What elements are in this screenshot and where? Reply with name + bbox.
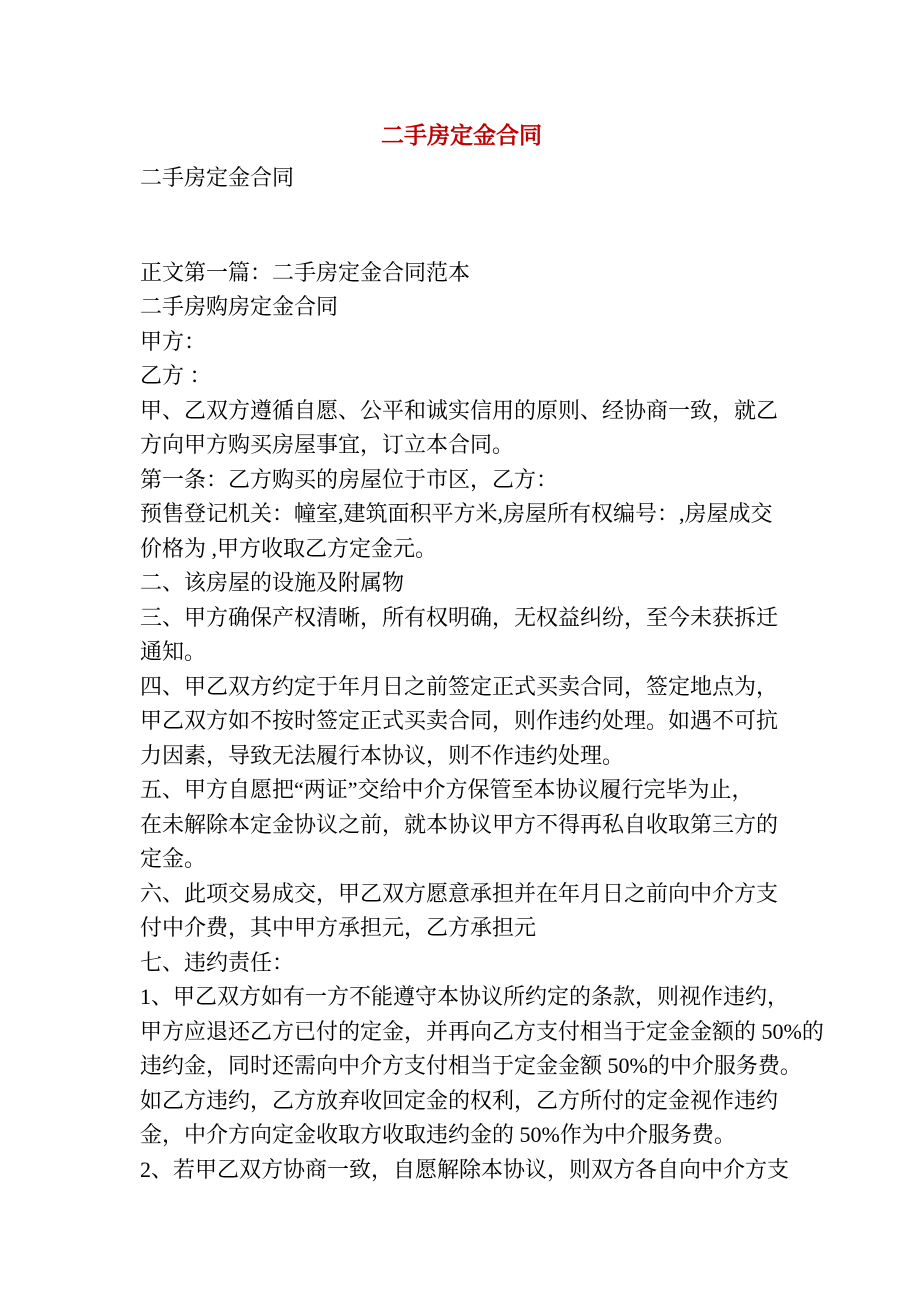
document-line: 六、此项交易成交，甲乙双方愿意承担并在年月日之前向中介方支 [140, 880, 779, 906]
document-line: 1、甲乙双方如有一方不能遵守本协议所约定的条款，则视作违约， [140, 984, 790, 1009]
document-line: 甲方： [140, 328, 207, 354]
document-line: 第一条：乙方购买的房屋位于市区，乙方： [140, 466, 559, 492]
document-line: 力因素，导致无法履行本协议，则不作违约处理。 [140, 742, 625, 768]
document-line: 付中介费，其中甲方承担元，乙方承担元 [140, 915, 537, 940]
document-line: 金，中介方向定金收取方收取违约金的 50%作为中介服务费。 [140, 1122, 736, 1147]
document-line: 乙方 ： [140, 363, 212, 388]
document-line: 二手房购房定金合同 [140, 294, 339, 319]
document-line: 甲方应退还乙方已付的定金，并再向乙方支付相当于定金金额的 50%的 [140, 1018, 824, 1044]
document-line: 预售登记机关：幢室,建筑面积平方米,房屋所有权编号：,房屋成交 [140, 501, 773, 526]
document-line: 甲、乙双方遵循自愿、公平和诚实信用的原则、经协商一致，就乙 [140, 397, 779, 423]
document-line: 2、若甲乙双方协商一致，自愿解除本协议，则双方各自向中介方支 [140, 1156, 790, 1182]
paragraph-gap [140, 196, 920, 256]
document-line: 三、甲方确保产权清晰，所有权明确，无权益纠纷，至今未获拆迁 [140, 604, 779, 630]
document-line: 七、违约责任： [140, 949, 295, 975]
document-line: 五、甲方自愿把“两证”交给中介方保管至本协议履行完毕为止， [140, 777, 754, 802]
document-line: 在未解除本定金协议之前，就本协议甲方不得再私自收取第三方的 [140, 811, 779, 837]
document-line: 价格为 ,甲方收取乙方定金元。 [140, 535, 438, 561]
document-line: 如乙方违约，乙方放弃收回定金的权利，乙方所付的定金视作违约 [140, 1087, 779, 1113]
document-line: 方向甲方购买房屋事宜，订立本合同。 [140, 432, 515, 457]
document-body [140, 256, 920, 1188]
document-line: 正文第一篇：二手房定金合同范本 [140, 259, 471, 285]
page-title: 二手房定金合同 [381, 123, 542, 148]
document-line: 甲乙双方如不按时签定正式买卖合同，则作违约处理。如遇不可抗 [140, 708, 779, 733]
document-line: 二、该房屋的设施及附属物 [140, 570, 405, 595]
document-line: 四、甲乙双方约定于年月日之前签定正式买卖合同，签定地点为， [140, 673, 779, 699]
document-line: 定金。 [140, 846, 207, 871]
document-subtitle: 二手房定金合同 [140, 165, 295, 190]
document-line: 通知。 [140, 639, 207, 664]
document-line: 违约金，同时还需向中介方支付相当于定金金额 50%的中介服务费。 [140, 1053, 802, 1078]
